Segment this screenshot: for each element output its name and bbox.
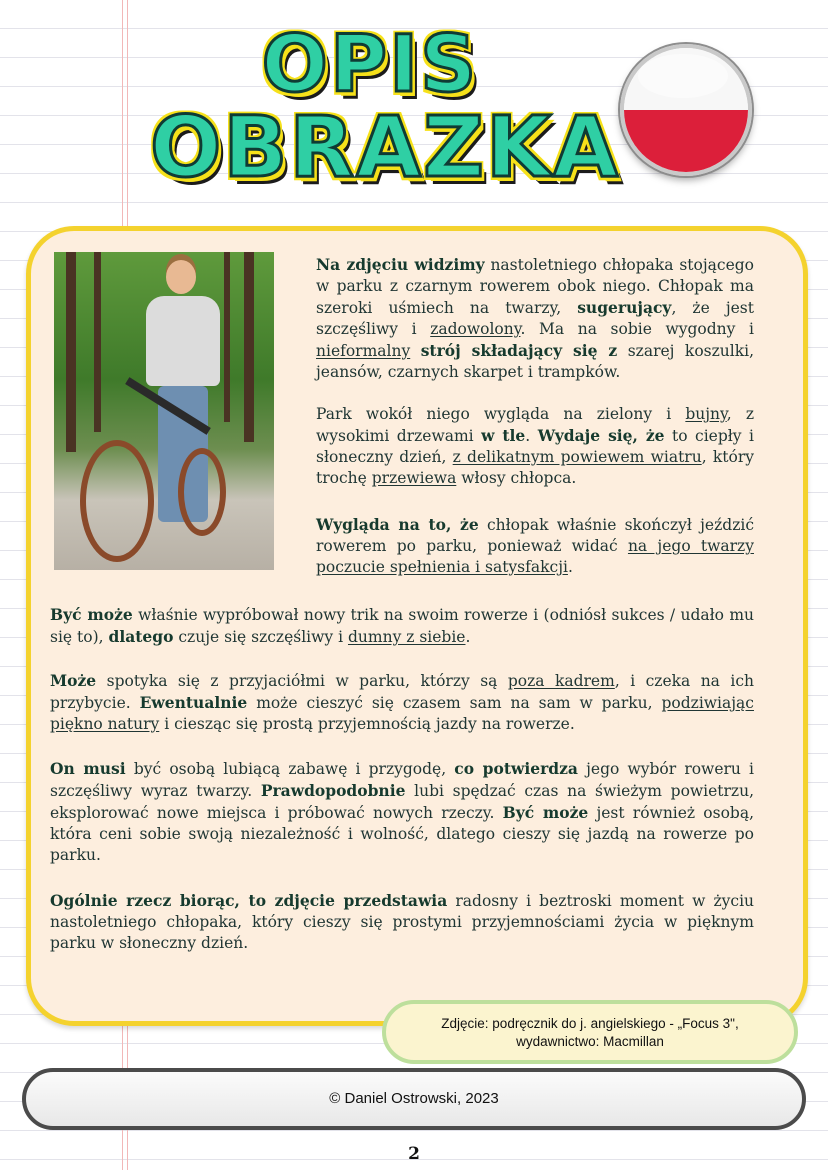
- boy-head: [166, 260, 196, 294]
- text-run: .: [465, 628, 471, 646]
- text-run: czuje się szczęśliwy i: [173, 628, 348, 646]
- polish-flag-icon: [620, 44, 752, 176]
- key-phrase: Wydaje się, że: [537, 426, 665, 445]
- paragraph-trick: [50, 604, 754, 648]
- text-run: , że jest szczęśliwy i: [316, 299, 754, 338]
- key-phrase: dlatego: [108, 627, 174, 646]
- key-phrase: Ogólnie rzecz biorąc, to zdjęcie przedstawia: [50, 891, 448, 910]
- key-phrase: Na zdjęciu widzimy: [316, 255, 485, 274]
- vocabulary-phrase: przewiewa: [371, 469, 457, 487]
- tree-trunk: [244, 252, 254, 442]
- text-run: nastoletniego chłopaka stojącego w parku z czarnym rowerem obok niego. Chłopak ma szeroki uśmiech na twarzy,: [316, 256, 755, 317]
- text-run: szarej koszulki, jeansów, czarnych skarpet i trampków.: [316, 342, 754, 381]
- text-run: to ciepły i słoneczny dzień,: [316, 427, 754, 466]
- flag-gloss: [638, 54, 728, 98]
- title-line-2: OBRAZKA: [150, 98, 621, 196]
- text-run: radosny i beztroski moment w życiu nastoletniego chłopaka, który cieszy się prostymi przyjemnościami życia w pięknym parku w słoneczny dzień.: [50, 892, 755, 952]
- paragraph-friends: [50, 670, 754, 735]
- text-run: . Ma na sobie wygodny i: [520, 320, 754, 338]
- text-run: .: [525, 427, 538, 445]
- tree-trunk: [94, 252, 101, 432]
- text-run: lubi spędzać czas na świeżym powietrzu, eksplorować nowe miejsca i próbować nowych rzeczy.: [50, 782, 755, 822]
- paragraph-summary: [50, 890, 754, 954]
- text-run: może cieszyć się czasem sam na sam w parku,: [247, 694, 662, 712]
- text-run: , z wysokimi drzewami: [316, 405, 754, 445]
- page-title: [150, 14, 621, 204]
- text-run: , który trochę: [316, 448, 754, 487]
- vocabulary-phrase: z delikatnym powiewem wiatru: [452, 448, 702, 466]
- vocabulary-phrase: dumny z siebie: [347, 628, 466, 646]
- paragraph-intro: [316, 254, 754, 383]
- key-phrase: Wygląda na to, że: [316, 515, 479, 534]
- key-phrase: strój składający się z: [420, 341, 618, 360]
- vocabulary-phrase: bujny: [685, 405, 727, 423]
- vocabulary-phrase: zadowolony: [430, 320, 521, 338]
- tree-trunk: [66, 252, 76, 452]
- text-run: właśnie wypróbował nowy trik na swoim rowerze i (odniósł sukces / udało mu się to),: [50, 606, 755, 646]
- text-run: .: [567, 558, 573, 576]
- boy-shirt: [146, 296, 220, 386]
- key-phrase: sugerujący: [577, 298, 672, 317]
- text-run: być osobą lubiącą zabawę i przygodę,: [125, 760, 455, 778]
- key-phrase: Prawdopodobnie: [260, 781, 406, 800]
- vocabulary-phrase: nieformalny: [316, 342, 411, 360]
- caption-line-1: Zdjęcie: podręcznik do j. angielskiego - „Focus 3",: [441, 1016, 739, 1031]
- key-phrase: Może: [50, 671, 97, 690]
- paragraph-park: [316, 404, 754, 489]
- flag-red-stripe: [624, 110, 748, 172]
- tree-trunk: [224, 252, 230, 422]
- title-line-1: OPIS: [261, 20, 479, 110]
- key-phrase: On musi: [50, 759, 126, 778]
- text-run: chłopak właśnie skończył jeździć rowerem po parku, ponieważ widać: [316, 516, 754, 555]
- text-run: spotyka się z przyjaciółmi w parku, którzy są: [96, 672, 508, 690]
- key-phrase: Być może: [50, 605, 133, 624]
- copyright-footer: © Daniel Ostrowski, 2023: [22, 1068, 806, 1130]
- text-run: jest również osobą, która ceni sobie swoją niezależność i wolność, dlatego cieszy się jazdą na rowerze po parku.: [50, 804, 755, 864]
- paragraph-personality: [50, 758, 754, 866]
- page-number: 2: [408, 1144, 420, 1164]
- photo-credit-caption: [382, 1000, 798, 1064]
- key-phrase: Ewentualnie: [139, 693, 248, 712]
- text-run: i ciesząc się prostą przyjemnością jazdy na rowerze.: [159, 715, 575, 733]
- vocabulary-phrase: poza kadrem: [507, 672, 615, 690]
- bicycle-front-wheel: [80, 440, 154, 562]
- vocabulary-phrase: podziwiając piękno natury: [50, 694, 754, 733]
- paragraph-conclusion-ride: [316, 514, 754, 578]
- text-run: [410, 342, 420, 360]
- text-run: jego wybór roweru i szczęśliwy wyraz twarzy.: [50, 760, 754, 800]
- key-phrase: co potwierdza: [454, 759, 578, 778]
- bicycle-rear-wheel: [178, 448, 226, 536]
- key-phrase: w tle: [481, 426, 526, 445]
- text-run: włosy chłopca.: [456, 469, 577, 487]
- text-run: , i czeka na ich przybycie.: [50, 672, 754, 712]
- boy-with-bicycle-photo: [54, 252, 274, 570]
- vocabulary-phrase: na jego twarzy poczucie spełnienia i satysfakcji: [316, 537, 754, 576]
- caption-line-2: wydawnictwo: Macmillan: [516, 1034, 664, 1049]
- text-run: Park wokół niego wygląda na zielony i: [316, 405, 686, 423]
- key-phrase: Być może: [502, 803, 589, 822]
